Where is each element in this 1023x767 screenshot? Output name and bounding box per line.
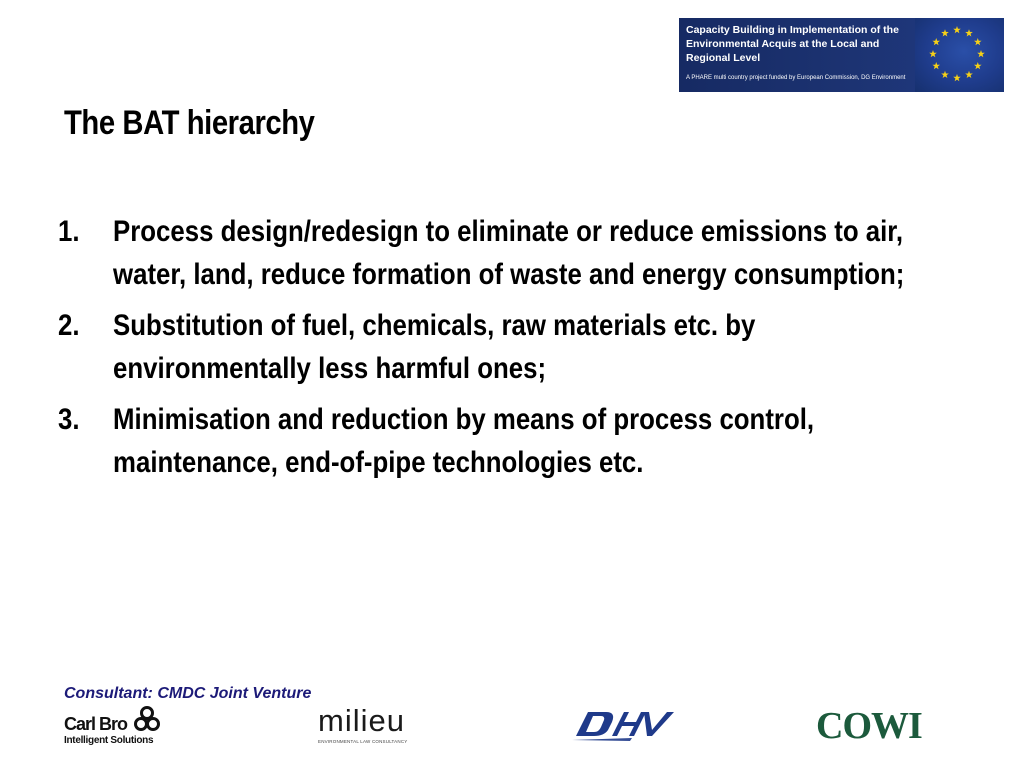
- eu-star-icon: [932, 62, 940, 69]
- bat-hierarchy-list: [58, 210, 918, 492]
- eu-flag-icon: [915, 18, 1004, 92]
- list-item-text: Process design/redesign to eliminate or reduce emissions to air, water, land, reduce formation of waste and energy consumption;: [113, 215, 905, 291]
- eu-star-icon: [941, 71, 949, 78]
- eu-stars-icon: [915, 18, 1004, 92]
- banner-subtitle: A PHARE multi country project funded by European Commission, DG Environment: [686, 75, 906, 81]
- list-item-number: 1.: [58, 215, 80, 248]
- carlbro-logo-name: Carl Bro: [64, 714, 128, 734]
- carlbro-logo-tagline: Intelligent Solutions: [64, 735, 154, 746]
- eu-star-icon: [974, 62, 982, 69]
- dhv-logo-mark: [572, 708, 678, 742]
- consultant-label: Consultant: CMDC Joint Venture: [64, 685, 312, 702]
- milieu-logo-name: milieu: [318, 703, 405, 738]
- list-item-text: Minimisation and reduction by means of process control, maintenance, end-of-pipe technologies etc.: [113, 403, 815, 479]
- list-item-number: 3.: [58, 403, 80, 436]
- dhv-logo: [572, 708, 678, 742]
- list-item: [58, 304, 918, 390]
- carlbro-mark-icon: [134, 706, 160, 734]
- eu-star-icon: [932, 38, 940, 45]
- eu-star-icon: [974, 38, 982, 45]
- list-item: [58, 210, 918, 296]
- banner-title: Capacity Building in Implementation of the Environmental Acquis at the Local and Regional Level: [686, 24, 899, 64]
- list-item-number: 2.: [58, 309, 80, 342]
- project-banner: [679, 18, 1004, 92]
- eu-star-icon: [929, 50, 937, 57]
- slide-title: The BAT hierarchy: [64, 104, 315, 142]
- list-item: [58, 398, 918, 484]
- carlbro-logo: [64, 706, 164, 748]
- eu-star-icon: [965, 29, 973, 36]
- milieu-logo-tagline: ENVIRONMENTAL LAW CONSULTANCY: [318, 739, 408, 744]
- eu-star-icon: [953, 26, 961, 33]
- list-item-text: Substitution of fuel, chemicals, raw materials etc. by environmentally less harmful ones;: [113, 309, 756, 385]
- eu-star-icon: [965, 71, 973, 78]
- milieu-logo: [318, 704, 414, 746]
- eu-star-icon: [941, 29, 949, 36]
- eu-star-icon: [953, 74, 961, 81]
- eu-star-icon: [977, 50, 985, 57]
- cowi-logo: COWI: [816, 705, 922, 747]
